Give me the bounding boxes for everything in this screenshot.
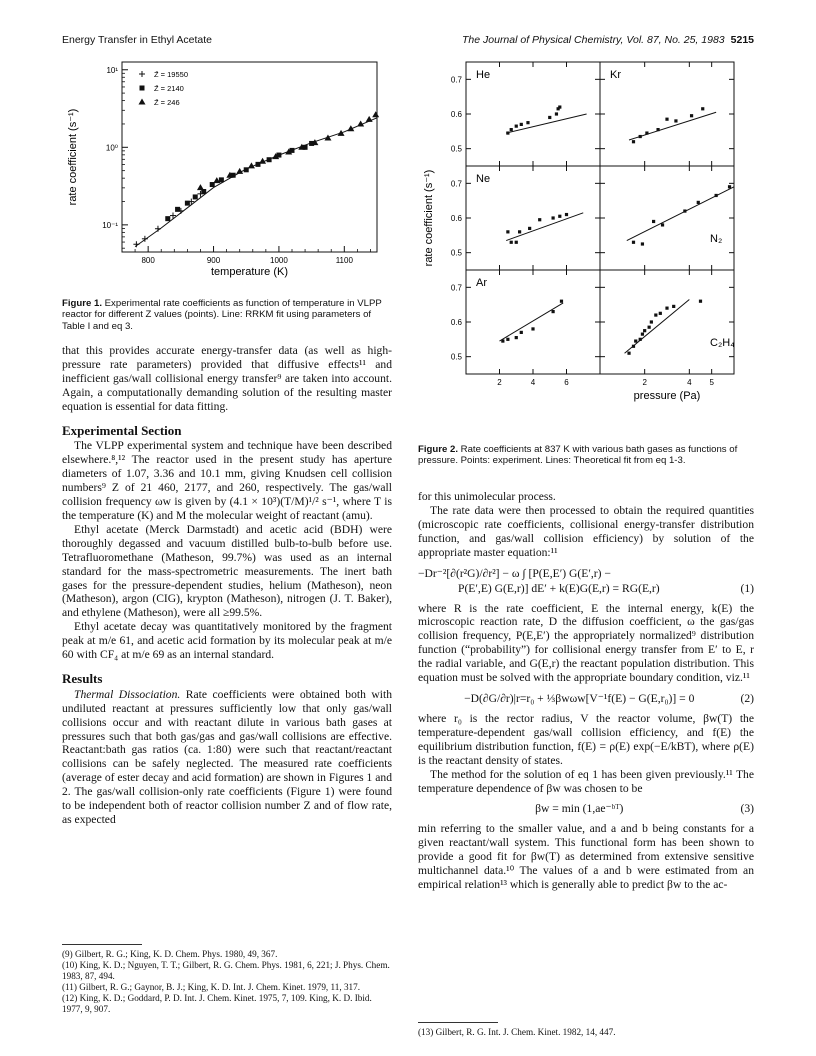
equation-1-number: (1) xyxy=(740,581,754,595)
x-tick-label: 2 xyxy=(642,378,647,387)
y-tick-label: 0.7 xyxy=(450,179,462,189)
data-point xyxy=(520,331,523,334)
data-point xyxy=(520,123,523,126)
data-point xyxy=(648,326,651,329)
equation-2 xyxy=(418,691,754,706)
y-tick-label: 0.5 xyxy=(450,144,462,154)
data-point xyxy=(639,338,642,341)
footnote-13: (13) Gilbert, R. G. Int. J. Chem. Kinet. 1982, 14, 447. xyxy=(418,1027,616,1037)
page-number: 5215 xyxy=(730,34,754,46)
data-point xyxy=(506,131,509,134)
legend-label: Z̄ = 246 xyxy=(154,98,180,107)
x-axis-label: temperature (K) xyxy=(210,266,289,278)
data-point xyxy=(531,327,534,330)
y-axis-label: rate coefficient (s⁻¹) xyxy=(423,169,435,267)
data-point xyxy=(366,116,373,122)
data-point xyxy=(661,223,664,226)
data-point xyxy=(528,227,531,230)
data-point xyxy=(324,135,331,141)
running-header-right xyxy=(462,34,754,46)
paragraph-experimental-2: Ethyl acetate (Merck Darmstadt) and acetic acid (BDH) were thoroughly degassed and vacuum distilled bulb-to-bulb before use. Tetrafluoromethane (Matheson, 99.7%) was used as an internal standard for the mass-spectrometric measurements. The inert bath gases for the pressure-dependent studies, helium (Matheson), neon (Matheson), argon (CIG), krypton (Matheson), nitrogen (J. T. Baker), and ethylene (Matheson), were all ≥99.5%. xyxy=(62,522,392,620)
theory-fit-line xyxy=(500,303,564,341)
data-point xyxy=(558,105,561,108)
data-point xyxy=(372,111,379,117)
data-point xyxy=(659,312,662,315)
data-point xyxy=(683,209,686,212)
equation-1 xyxy=(418,566,754,596)
legend-label: Z̄ = 2140 xyxy=(154,84,184,93)
data-point xyxy=(155,226,161,232)
paragraph-right-3: where R is the rate coefficient, E the internal energy, k(E) the microscopic reaction rate, D the diffusion coefficient, ω the gas/gas collision frequency, P(E,E′) the appropriately normalized⁹ distribution function (“probability”) for collisional energy transfer from E′ to E, r the radial variable, and G(E,r) the reactant population distribution. This equation must be solved with the appropriate boundary condition, viz.¹¹ xyxy=(418,601,754,685)
equation-3-number: (3) xyxy=(740,802,754,816)
data-point xyxy=(650,320,653,323)
data-point xyxy=(197,184,204,190)
paragraph-experimental-3: Ethyl acetate decay was quantitatively monitored by the fragment peak at m/e 61, and acetic acid formation by its molecular peak at m/e 60 with CF₄ at m/e 69 as an internal standard. xyxy=(62,620,392,662)
heading-experimental-section: Experimental Section xyxy=(62,422,182,438)
paragraph-results xyxy=(62,688,392,827)
footnote-12: (12) King, K. D.; Goddard, P. D. Int. J. Chem. Kinet. 1975, 7, 109. King, K. D. Ibid. 1977, 9, 907. xyxy=(62,993,372,1014)
x-tick-label: 900 xyxy=(206,256,221,265)
y-tick-label: 0.6 xyxy=(450,214,462,223)
theory-fit-line xyxy=(506,213,583,241)
data-point xyxy=(501,339,504,342)
y-tick-label: 10⁻¹ xyxy=(102,220,118,230)
figure-2-caption-text: Rate coefficients at 837 K with various bath gases as functions of pressure. Points: experiment. Lines: Theoretical fit from eq 1-3. xyxy=(418,444,738,467)
paragraph-continuation: that this provides accurate energy-transfer data (as well as high-pressure rate parameters) provided that diffusive effects¹¹ and inefficient gas/wall collisional energy transfer⁹ are taken into account. Again, a computationally demanding solution of the resulting master equation is essential for data fitting. xyxy=(62,344,392,413)
figure-1-caption-label: Figure 1. xyxy=(62,298,102,309)
data-point xyxy=(632,345,635,348)
figure-1-caption xyxy=(62,298,392,332)
footnote-9: (9) Gilbert, R. G.; King, K. D. Chem. Phys. 1980, 49, 367. xyxy=(62,949,278,959)
data-point xyxy=(552,310,555,313)
theory-fit-line xyxy=(629,112,716,140)
legend-marker xyxy=(140,86,145,91)
x-tick-label: 4 xyxy=(687,378,692,387)
journal-citation: The Journal of Physical Chemistry, Vol. 87, No. 25, 1983 xyxy=(462,34,725,46)
data-point xyxy=(632,241,635,244)
data-point xyxy=(701,107,704,110)
rrkm-fit-line xyxy=(135,118,377,247)
theory-fit-line xyxy=(506,114,586,133)
y-tick-label: 0.5 xyxy=(450,248,462,258)
data-point xyxy=(175,207,180,212)
y-tick-label: 0.7 xyxy=(450,75,462,85)
panel-label: Ne xyxy=(476,173,491,185)
footnote-rule xyxy=(62,944,142,945)
data-point xyxy=(665,118,668,121)
figure-1-chart xyxy=(62,52,392,290)
panel-frame xyxy=(600,166,734,270)
heading-results: Results xyxy=(62,670,103,686)
data-point xyxy=(133,241,139,247)
data-point xyxy=(674,119,677,122)
y-axis-label: rate coefficient (s⁻¹) xyxy=(67,108,79,206)
paragraph-experimental-1: The VLPP experimental system and technique have been described elsewhere.⁸,¹² The reactor used in the present study has aperture diameters of 1.07, 3.36 and 10.1 mm, giving Knudsen cell collision numbers⁹ Z of 21 460, 2177, and 260, respectively. The gas/wall collision frequency ωw is given by (4.1 × 10³)(T/M)¹/² s⁻¹, where T is the temperature (K) and M the molecular weight of reactant (amu). xyxy=(62,439,392,522)
y-tick-label: 0.6 xyxy=(450,318,462,327)
paragraph-right-5: The method for the solution of eq 1 has been given previously.¹¹ The temperature dependence of βw was chosen to be xyxy=(418,767,754,795)
footnote-11: (11) Gilbert, R. G.; Gaynor, B. J.; King, K. D. Int. J. Chem. Kinet. 1979, 11, 317. xyxy=(62,982,361,992)
data-point xyxy=(515,241,518,244)
x-tick-label: 4 xyxy=(530,378,536,387)
x-tick-label: 800 xyxy=(141,256,155,265)
y-tick-label: 0.6 xyxy=(450,110,462,119)
data-point xyxy=(219,177,224,182)
figure-1-caption-text: Experimental rate coefficients as function of temperature in VLPP reactor for different Z values (points). Line: RRKM fit using parameters of Table I and eq 3. xyxy=(62,298,382,332)
panel-label: He xyxy=(476,69,491,81)
left-footnotes xyxy=(62,944,392,1015)
data-point xyxy=(728,185,731,188)
data-point xyxy=(552,216,555,219)
equation-3-text: βw = min (1,ae⁻ᵇᵀ) xyxy=(535,802,624,816)
panel-frame xyxy=(600,270,734,374)
data-point xyxy=(555,112,558,115)
equation-1-line-2 xyxy=(418,581,754,596)
data-point xyxy=(565,213,568,216)
running-header-left: Energy Transfer in Ethyl Acetate xyxy=(62,34,212,46)
data-point xyxy=(515,336,518,339)
y-tick-label: 10¹ xyxy=(106,65,118,75)
data-point xyxy=(548,116,551,119)
legend-marker xyxy=(139,71,145,77)
paragraph-right-4: where r₀ is the rector radius, V the reactor volume, βw(T) the temperature-dependent gas/wall collision efficiency, and f(E) the equilibrium distribution function, f(E) = ρ(E) exp(−E/kBT), where ρ(E) is the reactant density of states. xyxy=(418,711,754,767)
paragraph-right-2: The rate data were then processed to obtain the required quantities (microscopic rate coefficients, collisional energy-transfer distribution function, and gas/wall collision efficiency) by solution of the appropriate master equation:¹¹ xyxy=(418,503,754,559)
x-tick-label: 5 xyxy=(709,378,714,387)
results-text: Rate coefficients were obtained both with undiluted reactant at pressures sufficiently low that only gas/wall collisions occur and with reactant dilute in various bath gases at pressures such that both gas/gas and gas/wall collisions are effective. Reactant:bath gas ratios (ca. 1:80) were such that reactant/reactant collisions can be safely neglected. The measured rate coefficients (average of ester decay and acid formation) are shown in Figures 1 and 2. The gas/wall collision-only rate coefficients (Figure 1) were found to be independent both of reactor collision number Z and of flow rate, as expected xyxy=(62,687,392,826)
x-tick-label: 1100 xyxy=(335,256,353,265)
data-point xyxy=(538,218,541,221)
paragraph-right-6: min referring to the smaller value, and a and b being constants for a given reactant/wall system. This functional form has been shown to provide a good fit for βw(T) as determined from extensive sensitive multichannel data.¹⁰ The values of a and b were estimated from an empirical relation¹³ which is generally able to predict βw to the ac- xyxy=(418,822,754,892)
data-point xyxy=(627,352,630,355)
footnote-rule-right xyxy=(418,1022,498,1023)
data-point xyxy=(244,167,249,172)
data-point xyxy=(526,121,529,124)
data-point xyxy=(165,216,170,221)
data-point xyxy=(641,242,644,245)
equation-1-line-2-text: P(E′,E) G(E,r)] dE′ + k(E)G(E,r) = RG(E,r) xyxy=(458,581,660,595)
x-axis-label: pressure (Pa) xyxy=(633,390,701,402)
data-point xyxy=(652,220,655,223)
data-point xyxy=(665,307,668,310)
data-point xyxy=(643,329,646,332)
data-point xyxy=(506,338,509,341)
data-point xyxy=(267,157,272,162)
left-column-text xyxy=(62,344,392,827)
equation-2-text: −D(∂G/∂r)|r=r₀ + ⅓βwωw[V⁻¹f(E) − G(E,r₀)] = 0 xyxy=(464,691,695,705)
data-point xyxy=(656,128,659,131)
data-point xyxy=(690,114,693,117)
data-point xyxy=(634,339,637,342)
data-point xyxy=(699,300,702,303)
x-tick-label: 1000 xyxy=(270,256,288,265)
data-point xyxy=(715,194,718,197)
right-footnotes xyxy=(418,1022,754,1038)
data-point xyxy=(639,135,642,138)
legend-label: Z̄ = 19550 xyxy=(154,70,188,79)
data-point xyxy=(185,201,190,206)
data-point xyxy=(193,194,198,199)
data-point xyxy=(672,305,675,308)
equation-1-line-1: −Dr⁻²[∂(r²G)/∂r²] − ω ∫ [P(E,E′) G(E′,r) − xyxy=(418,566,611,580)
data-point xyxy=(506,230,509,233)
panel-label: N₂ xyxy=(710,233,723,245)
data-point xyxy=(645,131,648,134)
panel-label: C₂H₄ xyxy=(710,337,735,349)
data-point xyxy=(510,241,513,244)
legend-marker xyxy=(139,99,146,105)
data-point xyxy=(697,201,700,204)
paragraph-right-1: for this unimolecular process. xyxy=(418,490,556,503)
data-point xyxy=(632,140,635,143)
data-point xyxy=(560,300,563,303)
data-point xyxy=(641,333,644,336)
data-point xyxy=(654,313,657,316)
equation-2-number: (2) xyxy=(740,691,754,705)
figure-2-caption-label: Figure 2. xyxy=(418,444,458,455)
data-point xyxy=(510,128,513,131)
y-tick-label: 0.5 xyxy=(450,352,462,362)
figure-2-chart xyxy=(418,60,754,440)
equation-3 xyxy=(418,801,754,816)
panel-label: Kr xyxy=(610,69,621,81)
right-column-text xyxy=(418,490,754,892)
data-point xyxy=(338,130,345,136)
results-run-in-heading: Thermal Dissociation. xyxy=(74,687,181,701)
panel-label: Ar xyxy=(476,277,487,289)
x-tick-label: 2 xyxy=(497,378,502,387)
y-tick-label: 0.7 xyxy=(450,283,462,293)
x-tick-label: 6 xyxy=(564,378,569,387)
footnote-10: (10) King, K. D.; Nguyen, T. T.; Gilbert, R. G. Chem. Phys. 1981, 6, 221; J. Phys. Chem. 1983, 87, 494. xyxy=(62,960,390,981)
data-point xyxy=(558,215,561,218)
data-point xyxy=(518,230,521,233)
y-tick-label: 10⁰ xyxy=(105,143,118,153)
figure-2-caption xyxy=(418,444,754,467)
data-point xyxy=(515,125,518,128)
